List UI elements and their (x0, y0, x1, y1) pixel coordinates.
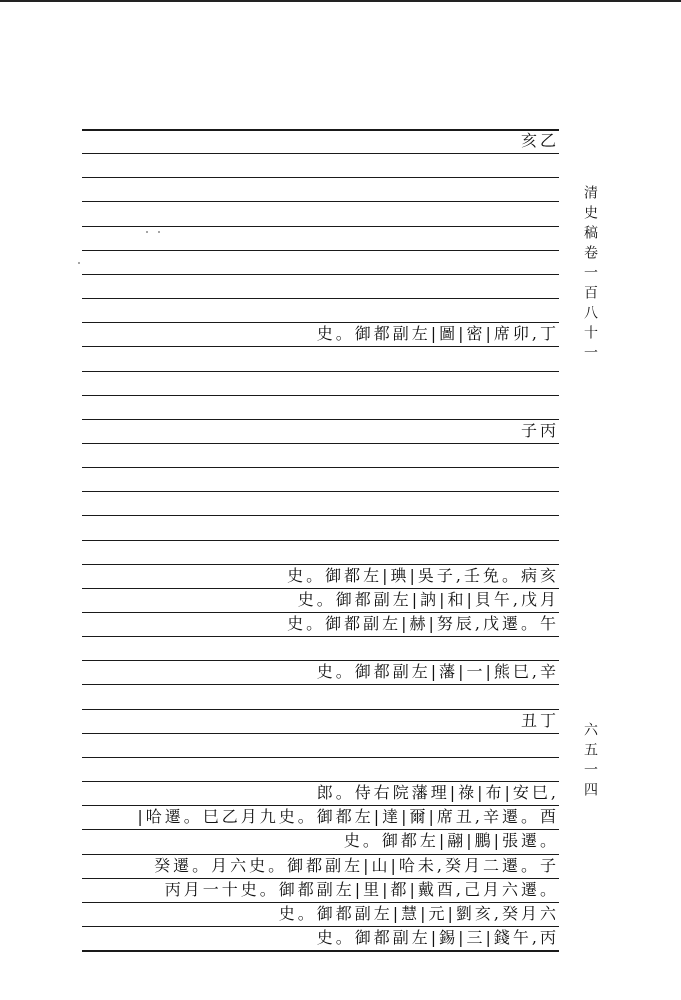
ruled-line (82, 177, 559, 178)
ruled-line (82, 636, 559, 637)
table-row: 史。御都副左|圖|密|席卯,丁 (316, 324, 559, 344)
ruled-line (82, 250, 559, 251)
ruled-line (82, 805, 559, 806)
ruled-line (82, 201, 559, 202)
ruled-line (82, 781, 559, 782)
ruled-line (82, 419, 559, 420)
ruled-line (82, 829, 559, 830)
ruled-line (82, 564, 559, 565)
table-row: 癸遷。月六史。御都副左|山|哈未,癸月二遷。子 (154, 855, 559, 875)
ruled-line (82, 684, 559, 685)
scan-speck (146, 231, 148, 233)
ruled-line (82, 467, 559, 468)
table-row: 史。御都副左|錫|三|錢午,丙 (316, 927, 559, 947)
ruled-line (82, 709, 559, 710)
page-number: 六五一四 (582, 722, 598, 802)
table-row: |哈遷。巳乙月九史。御都左|達|爾|席丑,辛遷。酉 (137, 807, 559, 827)
table-row: 子丙 (520, 420, 559, 440)
table-row: 史。御都副左|慧|元|劉亥,癸月六 (278, 903, 559, 923)
ruled-line (82, 298, 559, 299)
ruled-line (82, 395, 559, 396)
ruled-line (82, 757, 559, 758)
ruled-line (82, 371, 559, 372)
table-row: 史。御都左|翮|鵬|張遷。 (343, 831, 559, 851)
ruled-line (82, 950, 559, 952)
ruled-line (82, 274, 559, 275)
ruled-line (82, 322, 559, 323)
ruled-line (82, 588, 559, 589)
table-row: 丑丁 (520, 710, 559, 730)
ruled-line (82, 612, 559, 613)
ruled-line (82, 443, 559, 444)
scan-speck (158, 231, 160, 233)
ruled-line (82, 878, 559, 879)
ruled-line (82, 854, 559, 855)
table-row: 史。御都副左|藩|一|熊巳,辛 (316, 662, 559, 682)
ruled-line (82, 129, 559, 131)
ruled-line (82, 346, 559, 347)
table-row: 郎。侍右院藩理|祿|布|安巳, (316, 783, 559, 803)
ruled-line (82, 515, 559, 516)
ruled-line (82, 733, 559, 734)
ruled-line (82, 153, 559, 154)
table-row: 丙月一十史。御都副左|里|都|戴酉,己月六遷。 (164, 879, 559, 899)
ruled-line (82, 902, 559, 903)
scan-speck (78, 262, 80, 264)
ruled-line (82, 926, 559, 927)
table-row: 亥乙 (520, 131, 559, 150)
page-top-border (0, 0, 681, 2)
ruled-line (82, 226, 559, 227)
table-row: 史。御都副左|訥|和|貝午,戊月 (297, 589, 559, 609)
table-row: 史。御都左|琠|吳子,壬免。病亥 (287, 565, 559, 585)
ruled-line (82, 540, 559, 541)
ruled-line (82, 660, 559, 661)
table-row: 史。御都副左|赫|努辰,戊遷。午 (287, 614, 559, 633)
ruled-line (82, 491, 559, 492)
running-head: 清史稿卷一百八十一 (582, 185, 598, 365)
